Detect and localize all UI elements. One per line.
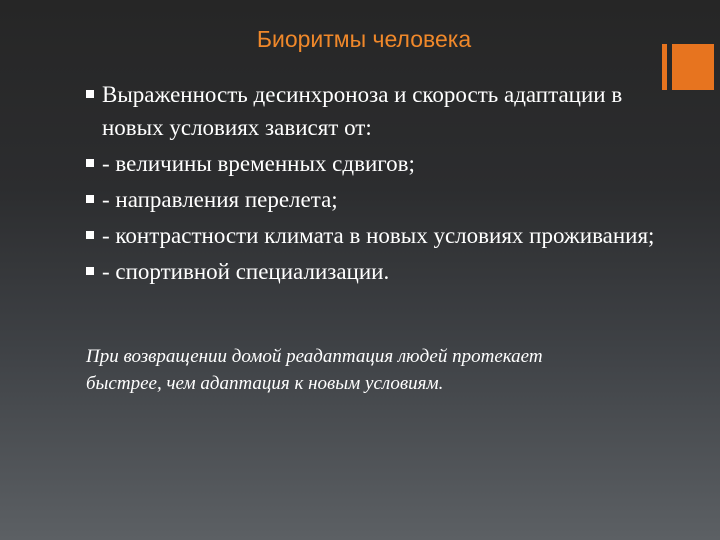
bullet-item	[86, 255, 666, 288]
bullet-text: - величины временных сдвигов;	[102, 151, 415, 176]
bullet-item	[86, 219, 666, 252]
bullet-list	[86, 78, 666, 291]
square-bullet-icon	[86, 195, 94, 203]
italic-note: При возвращении домой реадаптация людей протекает быстрее, чем адаптация к новым условиям.	[86, 346, 543, 394]
accent-bar-thick	[672, 44, 714, 90]
bullet-text: - спортивной специализации.	[102, 259, 390, 284]
square-bullet-icon	[86, 90, 94, 98]
bullet-text: Выраженность десинхроноза и скорость адаптации в новых условиях зависят от:	[102, 82, 623, 140]
bullet-item	[86, 78, 666, 144]
accent-bars-decoration	[662, 44, 714, 90]
square-bullet-icon	[86, 159, 94, 167]
bullet-item	[86, 147, 666, 180]
bullet-text: - направления перелета;	[102, 187, 338, 212]
bullet-text: - контрастности климата в новых условиях проживания;	[102, 223, 655, 248]
slide-title: Биоритмы человека	[256, 26, 472, 52]
square-bullet-icon	[86, 267, 94, 275]
bullet-item	[86, 183, 666, 216]
square-bullet-icon	[86, 231, 94, 239]
